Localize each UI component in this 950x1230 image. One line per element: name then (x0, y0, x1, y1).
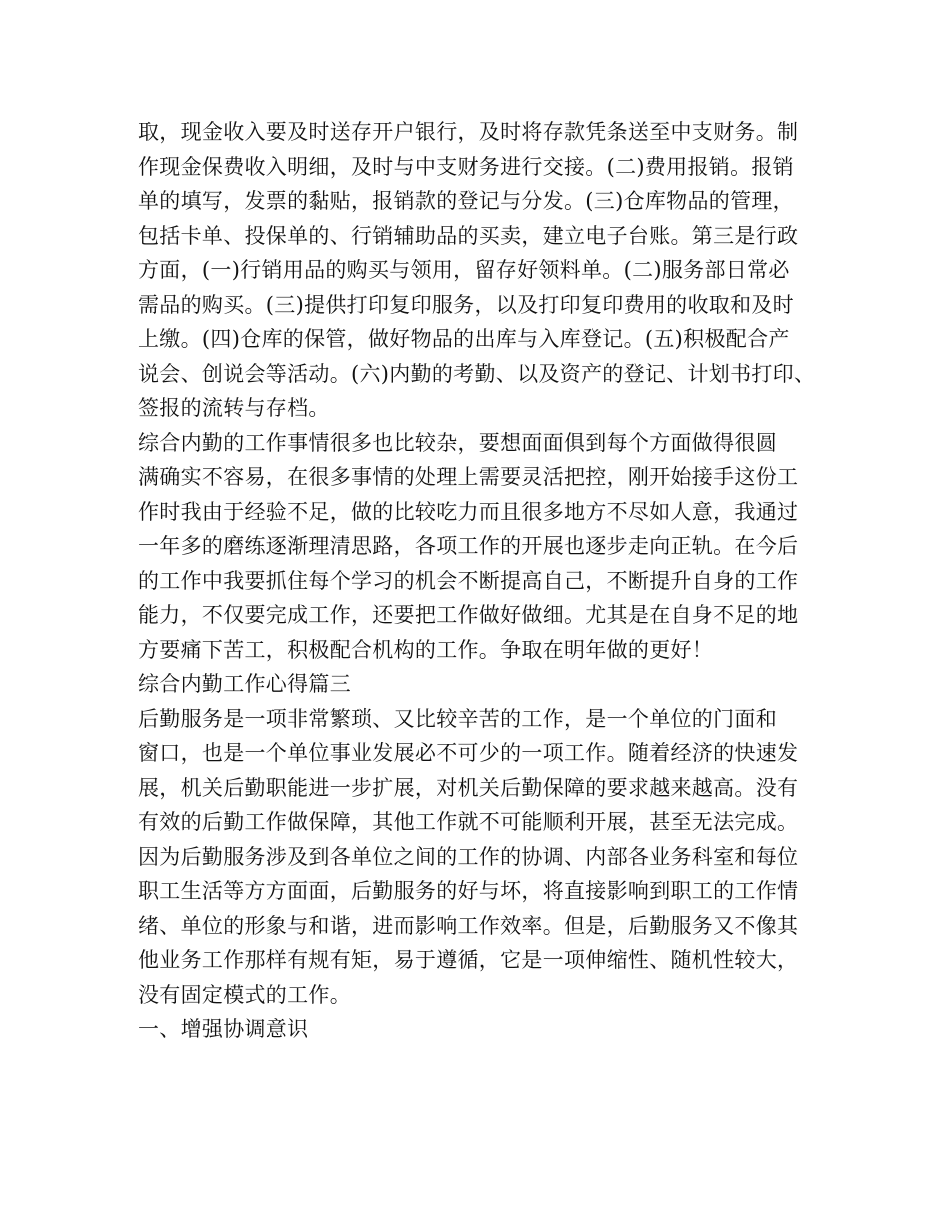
body-text-line: 需品的购买。(三)提供打印复印服务，以及打印复印费用的收取和及时 (138, 293, 794, 317)
body-text-line: 作现金保费收入明细，及时与中支财务进行交接。(二)费用报销。报销 (138, 155, 794, 179)
body-text-line: 方面，(一)行销用品的购买与领用，留存好领料单。(二)服务部日常必 (138, 258, 790, 282)
body-text-line: 方要痛下苦工，积极配合机构的工作。争取在明年做的更好！ (138, 638, 714, 662)
body-text-line: 后勤服务是一项非常繁琐、又比较辛苦的工作，是一个单位的门面和 (138, 707, 777, 731)
body-text-line: 说会、创说会等活动。(六)内勤的考勤、以及资产的登记、计划书打印、 (138, 362, 816, 386)
body-text-line: 作时我由于经验不足，做的比较吃力而且很多地方不尽如人意，我通过 (138, 500, 799, 524)
body-text-line: 职工生活等方方面面，后勤服务的好与坏，将直接影响到职工的工作情 (138, 879, 799, 903)
body-text-line: 签报的流转与存档。 (138, 396, 330, 420)
body-text-line: 他业务工作那样有规有矩，易于遵循，它是一项伸缩性、随机性较大， (138, 948, 799, 972)
body-text-line: 展，机关后勤职能进一步扩展，对机关后勤保障的要求越来越高。没有 (138, 776, 799, 800)
body-text-line: 上缴。(四)仓库的保管，做好物品的出库与入库登记。(五)积极配合产 (138, 327, 790, 351)
body-text-line: 包括卡单、投保单的、行销辅助品的买卖，建立电子台账。第三是行政 (138, 224, 799, 248)
body-text-line: 满确实不容易，在很多事情的处理上需要灵活把控，刚开始接手这份工 (138, 465, 799, 489)
section-heading: 综合内勤工作心得篇三 (138, 672, 351, 696)
body-text-line: 绪、单位的形象与和谐，进而影响工作效率。但是，后勤服务又不像其 (138, 914, 799, 938)
body-text-line: 没有固定模式的工作。 (138, 983, 351, 1007)
body-text-line: 取，现金收入要及时送存开户银行，及时将存款凭条送至中支财务。制 (138, 120, 799, 144)
body-text-line: 的工作中我要抓住每个学习的机会不断提高自己，不断提升自身的工作 (138, 569, 799, 593)
body-text-line: 一年多的磨练逐渐理清思路，各项工作的开展也逐步走向正轨。在今后 (138, 534, 799, 558)
body-text-line: 综合内勤的工作事情很多也比较杂，要想面面俱到每个方面做得很圆 (138, 431, 777, 455)
body-text-line: 单的填写，发票的黏贴，报销款的登记与分发。(三)仓库物品的管理， (138, 189, 794, 213)
subsection-heading: 一、增强协调意识 (138, 1017, 309, 1041)
body-text-line: 有效的后勤工作做保障，其他工作就不可能顺利开展，甚至无法完成。 (138, 810, 799, 834)
body-text-line: 能力，不仅要完成工作，还要把工作做好做细。尤其是在自身不足的地 (138, 603, 799, 627)
body-text-line: 窗口，也是一个单位事业发展必不可少的一项工作。随着经济的快速发 (138, 741, 799, 765)
body-text-line: 因为后勤服务涉及到各单位之间的工作的协调、内部各业务科室和每位 (138, 845, 799, 869)
